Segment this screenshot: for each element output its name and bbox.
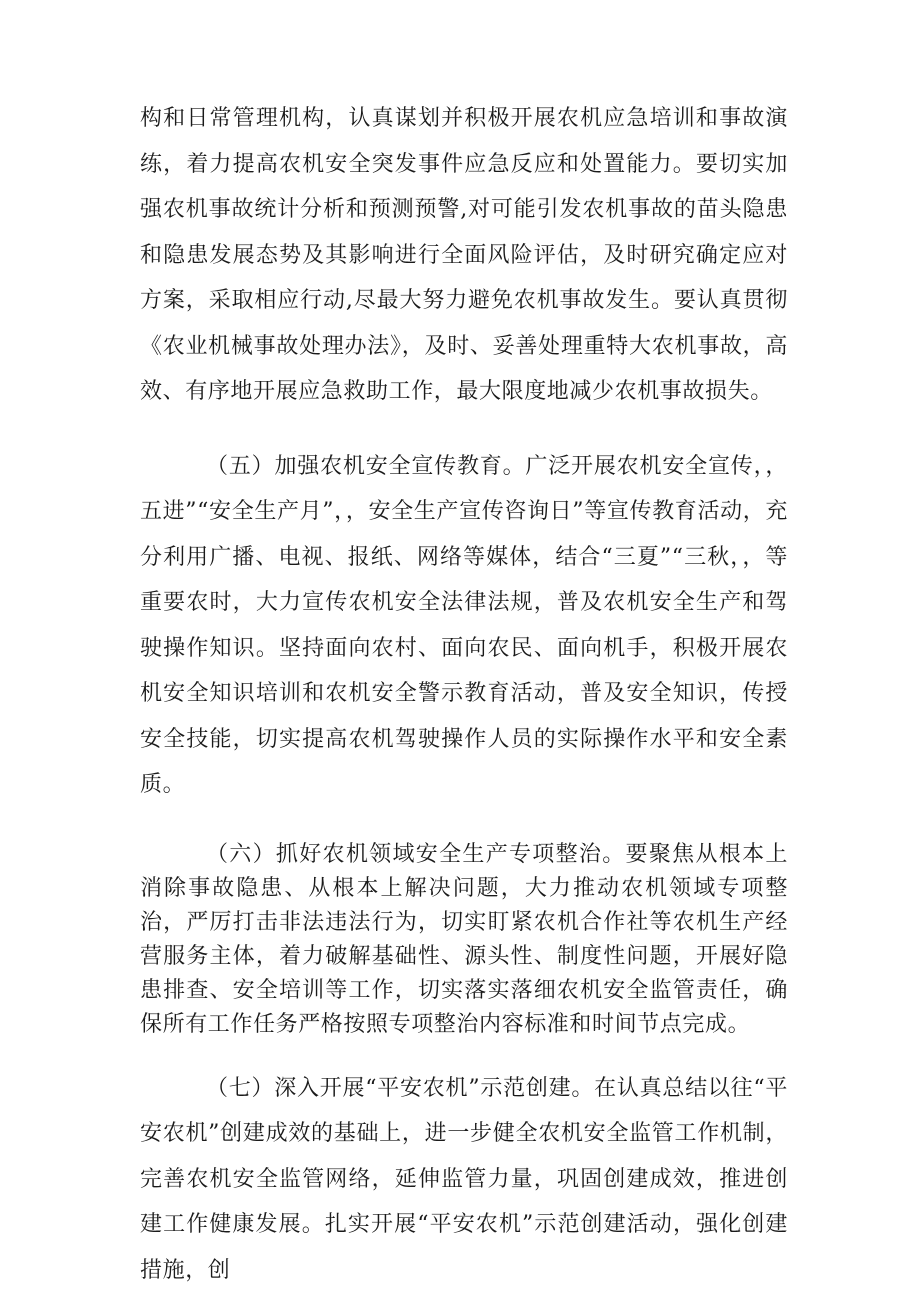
- document-body: [140, 96, 788, 1293]
- paragraph-continuation: 构和日常管理机构，认真谋划并积极开展农机应急培训和事故演练，着力提高农机安全突发事件应急反应和处置能力。要切实加强农机事故统计分析和预测预警,对可能引发农机事故的苗头隐患和隐患发展态势及其影响进行全面风险评估，及时研究确定应对方案，采取相应行动,尽最大努力避免农机事故发生。要认真贯彻《农业机械事故处理办法》，及时、妥善处理重特大农机事故，高效、有序地开展应急救助工作，最大限度地减少农机事故损失。: [140, 106, 788, 404]
- paragraph-section-5: （五）加强农机安全宣传教育。广泛开展农机安全宣传，，五进”“安全生产月”，，安全生产宣传咨询日”等宣传教育活动，充分利用广播、电视、报纸、网络等媒体，结合“三夏”“三秋，，等重要农时，大力宣传农机安全法律法规，普及农机安全生产和驾驶操作知识。坚持面向农村、面向农民、面向机手，积极开展农机安全知识培训和农机安全警示教育活动，普及安全知识，传授安全技能，切实提高农机驾驶操作人员的实际操作水平和安全素质。: [140, 453, 788, 797]
- paragraph-section-6: （六）抓好农机领域安全生产专项整治。要聚焦从根本上消除事故隐患、从根本上解决问题，大力推动农机领域专项整治，严厉打击非法违法行为，切实盯紧农机合作社等农机生产经营服务主体，着力破解基础性、源头性、制度性问题，开展好隐患排查、安全培训等工作，切实落实落细农机安全监管责任，确保所有工作任务严格按照专项整治内容标准和时间节点完成。: [140, 841, 788, 1037]
- paragraph-section-7: （七）深入开展“平安农机”示范创建。在认真总结以往“平安农机”创建成效的基础上，进一步健全农机安全监管工作机制，完善农机安全监管网络，延伸监管力量，巩固创建成效，推进创建工作健康发展。扎实开展“平安农机”示范创建活动，强化创建措施，创: [140, 1075, 788, 1283]
